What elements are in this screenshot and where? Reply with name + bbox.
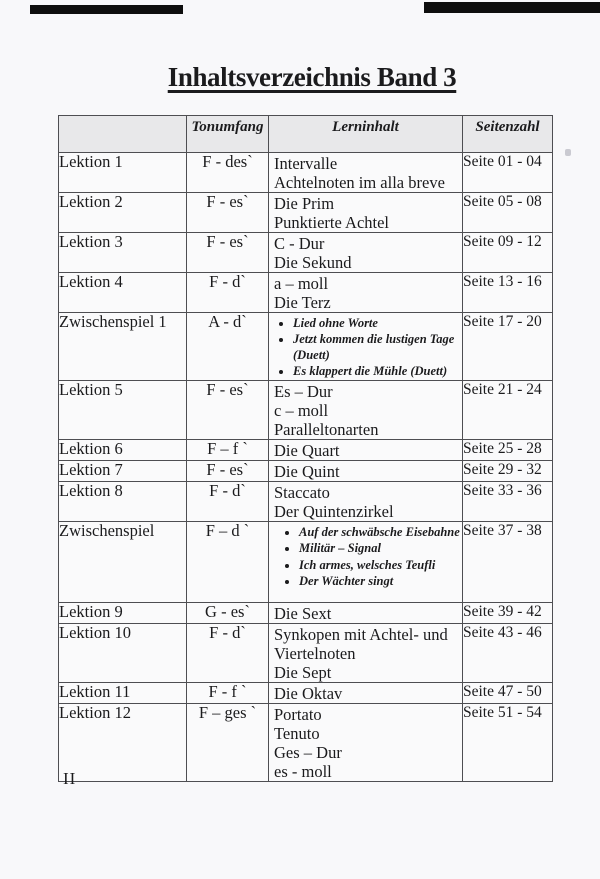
row-pages: Seite 33 - 36	[463, 482, 553, 522]
header-cell-empty	[59, 116, 187, 153]
row-range: F - d`	[187, 273, 269, 313]
content-line: Die Oktav	[274, 684, 343, 704]
content-line: Portato	[274, 705, 322, 725]
row-range: F - es`	[187, 233, 269, 273]
table-row	[59, 440, 553, 461]
content-line: Tenuto	[274, 724, 320, 744]
table-row	[59, 233, 553, 273]
row-content	[269, 440, 463, 461]
content-line: Paralleltonarten	[274, 420, 379, 440]
row-range: F - d`	[187, 624, 269, 683]
song-item: • Auf der schwäbsche Eisebahne	[299, 525, 460, 540]
row-pages: Seite 21 - 24	[463, 381, 553, 440]
row-pages: Seite 25 - 28	[463, 440, 553, 461]
row-label: Lektion 11	[59, 683, 187, 704]
row-label: Lektion 10	[59, 624, 187, 683]
row-label: Lektion 12	[59, 704, 187, 782]
row-label: Lektion 2	[59, 193, 187, 233]
content-line: C - Dur	[274, 234, 325, 253]
content-line: Der Quintenzirkel	[274, 502, 394, 522]
row-range: F – ges `	[187, 704, 269, 782]
scan-artifact-speck	[565, 149, 571, 156]
row-range: F – d `	[187, 522, 269, 603]
page-number: II	[63, 769, 77, 788]
header-cell-seitenzahl: Seitenzahl	[463, 116, 553, 153]
song-item: • Lied ohne Worte	[293, 316, 460, 331]
table-row	[59, 603, 553, 624]
row-range: A - d`	[187, 313, 269, 381]
table-row	[59, 461, 553, 482]
content-line: Ges – Dur	[274, 743, 342, 763]
row-content	[269, 704, 463, 782]
row-label: Lektion 7	[59, 461, 187, 482]
row-label: Zwischenspiel	[59, 522, 187, 603]
row-range: F - es`	[187, 381, 269, 440]
row-content	[269, 522, 463, 603]
row-content	[269, 153, 463, 193]
row-content	[269, 313, 463, 381]
row-content	[269, 461, 463, 482]
row-label: Lektion 6	[59, 440, 187, 461]
content-line: es - moll	[274, 762, 332, 782]
scan-artifact-bar-left	[30, 5, 183, 14]
table-header-row	[59, 116, 553, 153]
row-pages: Seite 47 - 50	[463, 683, 553, 704]
content-line: Die Sekund	[274, 253, 352, 272]
row-pages: Seite 43 - 46	[463, 624, 553, 683]
row-label: Lektion 5	[59, 381, 187, 440]
content-line: Die Prim	[274, 194, 335, 213]
row-range: F - es`	[187, 461, 269, 482]
content-line: Achtelnoten im alla breve	[274, 173, 445, 192]
row-range: F - es`	[187, 193, 269, 233]
table-row	[59, 522, 553, 603]
row-content	[269, 603, 463, 624]
table-row	[59, 193, 553, 233]
row-content	[269, 193, 463, 233]
table-row	[59, 153, 553, 193]
contents-table	[58, 115, 553, 782]
row-label: Lektion 1	[59, 153, 187, 193]
song-item: • Jetzt kommen die lustigen Tage (Duett)	[293, 332, 460, 363]
content-line: c – moll	[274, 401, 329, 421]
song-item: • Der Wächter singt	[299, 574, 460, 589]
row-range: F - f `	[187, 683, 269, 704]
table-row	[59, 313, 553, 381]
content-line: a – moll	[274, 274, 329, 293]
song-list	[269, 316, 462, 379]
content-line: Punktierte Achtel	[274, 213, 390, 232]
row-label: Lektion 3	[59, 233, 187, 273]
content-line: Staccato	[274, 483, 330, 503]
content-line: Die Quart	[274, 441, 340, 461]
row-content	[269, 624, 463, 683]
header-cell-lerninhalt: Lerninhalt	[269, 116, 463, 153]
page-title	[24, 60, 600, 94]
page-title-text: Inhaltsverzeichnis Band 3	[167, 62, 457, 92]
row-range: G - es`	[187, 603, 269, 624]
row-pages: Seite 37 - 38	[463, 522, 553, 603]
row-pages: Seite 29 - 32	[463, 461, 553, 482]
row-content	[269, 482, 463, 522]
row-pages: Seite 17 - 20	[463, 313, 553, 381]
row-label: Lektion 9	[59, 603, 187, 624]
row-pages: Seite 51 - 54	[463, 704, 553, 782]
table-row	[59, 273, 553, 313]
song-item: • Militär – Signal	[299, 541, 460, 556]
row-pages: Seite 09 - 12	[463, 233, 553, 273]
content-line: Die Terz	[274, 293, 331, 312]
row-content	[269, 233, 463, 273]
header-cell-tonumfang: Tonumfang	[187, 116, 269, 153]
row-range: F – f `	[187, 440, 269, 461]
table-row	[59, 381, 553, 440]
content-line: Es – Dur	[274, 382, 333, 402]
row-range: F - des`	[187, 153, 269, 193]
row-label: Zwischenspiel 1	[59, 313, 187, 381]
row-content	[269, 381, 463, 440]
table-row	[59, 624, 553, 683]
table-row	[59, 482, 553, 522]
row-label: Lektion 4	[59, 273, 187, 313]
song-list	[269, 525, 462, 589]
row-range: F - d`	[187, 482, 269, 522]
row-label: Lektion 8	[59, 482, 187, 522]
song-item: • Es klappert die Mühle (Duett)	[293, 364, 460, 379]
content-line: Die Quint	[274, 462, 340, 482]
table-row	[59, 704, 553, 782]
row-pages: Seite 01 - 04	[463, 153, 553, 193]
row-content	[269, 683, 463, 704]
content-line: Die Sext	[274, 604, 332, 624]
scan-artifact-bar-right	[424, 2, 600, 13]
content-line: Intervalle	[274, 154, 338, 173]
row-pages: Seite 13 - 16	[463, 273, 553, 313]
row-pages: Seite 05 - 08	[463, 193, 553, 233]
content-line: Synkopen mit Achtel- und Viertelnoten	[274, 625, 448, 664]
row-content	[269, 273, 463, 313]
row-pages: Seite 39 - 42	[463, 603, 553, 624]
song-item: • Ich armes, welsches Teufli	[299, 558, 460, 573]
content-line: Die Sept	[274, 663, 332, 683]
table-row	[59, 683, 553, 704]
